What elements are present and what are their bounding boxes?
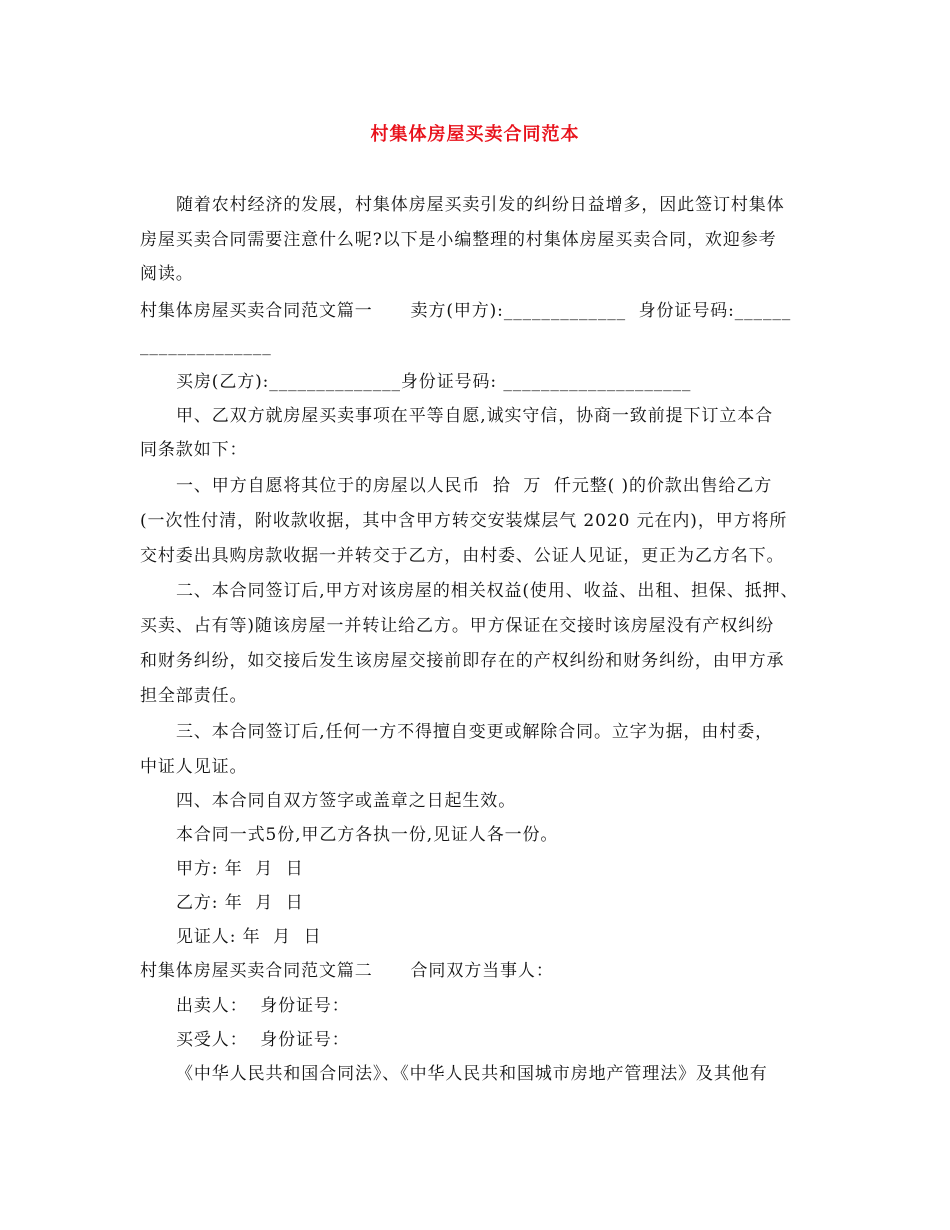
clause-line: 本合同一式5份,甲乙方各执一份,见证人各一份。 bbox=[176, 825, 559, 845]
clause-line: 四、本合同自双方签字或盖章之日起生效。 bbox=[176, 791, 517, 811]
paragraph-line: 甲、乙双方就房屋买卖事项在平等自愿,诚实守信，协商一致前提下订立本合 bbox=[176, 406, 774, 426]
clause-line: 中证人见证。 bbox=[140, 757, 248, 777]
clause-line: (一次性付清，附收款收据，其中含甲方转交安装煤层气 2020 元在内)，甲方将所 bbox=[140, 511, 788, 531]
paragraph-line: 房屋买卖合同需要注意什么呢?以下是小编整理的村集体房屋买卖合同，欢迎参考 bbox=[140, 230, 777, 250]
paragraph-line: 买房(乙方):______________身份证号码: ____________________ bbox=[176, 372, 692, 392]
clause-line: 三、本合同签订后,任何一方不得擅自变更或解除合同。立字为据，由村委， bbox=[176, 722, 774, 742]
clause-line: 和财务纠纷，如交接后发生该房屋交接前即存在的产权纠纷和财务纠纷，由甲方承 bbox=[140, 651, 785, 671]
paragraph-line: 阅读。 bbox=[140, 264, 194, 284]
clause-line: 担全部责任。 bbox=[140, 686, 248, 706]
clause-line: 买卖、占有等)随该房屋一并转让给乙方。甲方保证在交接时该房屋没有产权纠纷 bbox=[140, 616, 775, 636]
paragraph-line: 随着农村经济的发展，村集体房屋买卖引发的纠纷日益增多，因此签订村集体 bbox=[176, 195, 785, 215]
signature-line: 乙方: 年 月 日 bbox=[176, 893, 304, 913]
paragraph-line: 《中华人民共和国合同法》、《中华人民共和国城市房地产管理法》及其他有 bbox=[176, 1064, 768, 1084]
section-heading-line: 村集体房屋买卖合同范文篇一 卖方(甲方):_____________ 身份证号码:______ bbox=[140, 301, 792, 321]
document-title: 村集体房屋买卖合同范本 bbox=[370, 124, 580, 145]
section-heading-line: 村集体房屋买卖合同范文篇二 合同双方当事人： bbox=[140, 961, 554, 981]
party-line: 买受人： 身份证号： bbox=[176, 1030, 350, 1050]
clause-line: 一、甲方自愿将其位于的房屋以人民币 拾 万 仟元整( )的价款出售给乙方 bbox=[176, 476, 773, 496]
signature-line: 甲方: 年 月 日 bbox=[176, 859, 304, 879]
party-line: 出卖人： 身份证号： bbox=[176, 996, 350, 1016]
paragraph-line: 同条款如下： bbox=[140, 440, 248, 460]
paragraph-line: ______________ bbox=[140, 336, 272, 356]
clause-line: 二、本合同签订后,甲方对该房屋的相关权益(使用、收益、出租、担保、抵押、 bbox=[176, 581, 799, 601]
clause-line: 交村委出具购房款收据一并转交于乙方，由村委、公证人见证，更正为乙方名下。 bbox=[140, 546, 785, 566]
signature-line: 见证人: 年 月 日 bbox=[176, 927, 322, 947]
